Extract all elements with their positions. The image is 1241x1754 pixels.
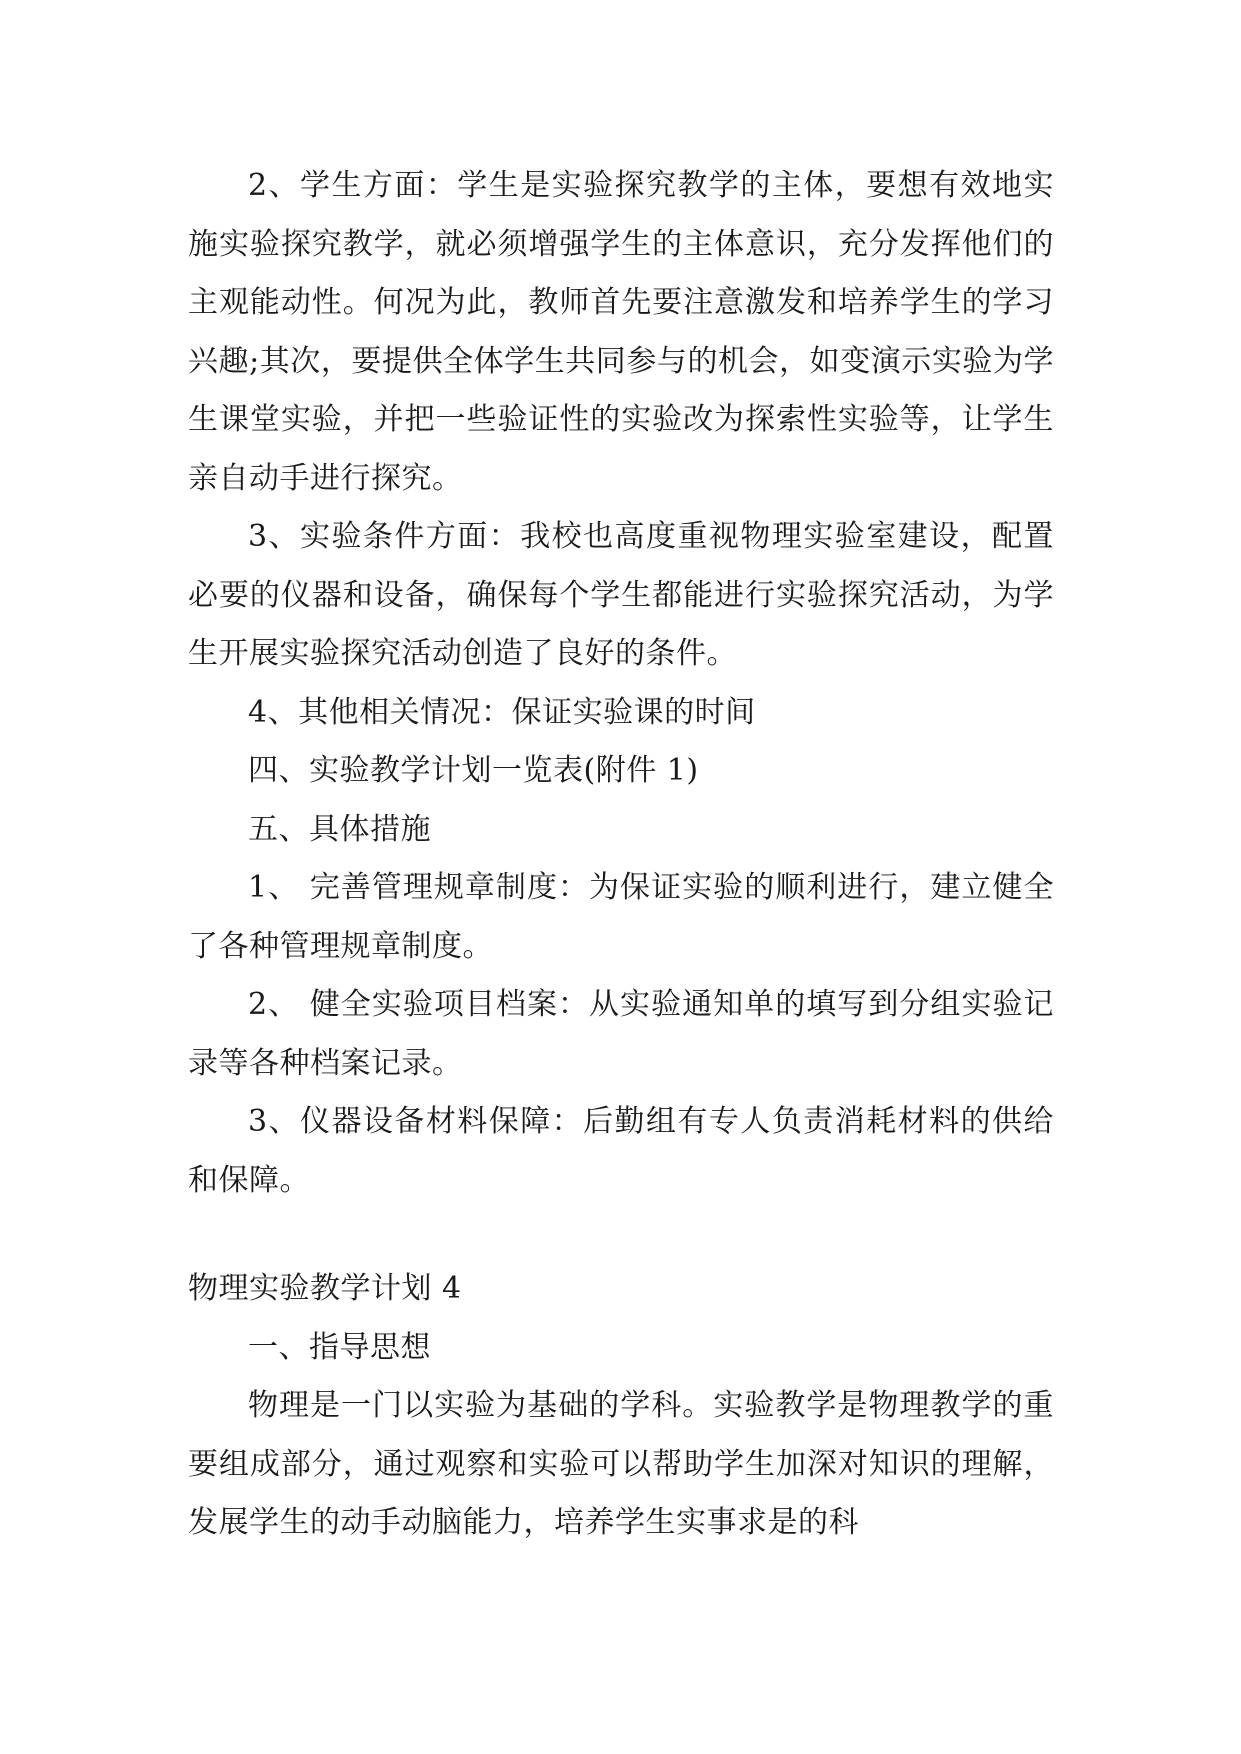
- plan-4-section: [188, 1260, 1054, 1553]
- paragraph-measure-3: 3、仪器设备材料保障：后勤组有专人负责消耗材料的供给和保障。: [188, 1104, 1054, 1198]
- paragraph-other: 4、其他相关情况：保证实验课的时间: [248, 694, 756, 730]
- heading-plan-table: 四、实验教学计划一览表(附件 1): [248, 753, 699, 788]
- paragraph-guiding-idea: 物理是一门以实验为基础的学科。实验教学是物理教学的重要组成部分，通过观察和实验可以帮助学生加深对知识的理解，发展学生的动手动脑能力，培养学生实事求是的科: [188, 1388, 1054, 1540]
- heading-guiding-idea: 一、指导思想: [248, 1329, 431, 1365]
- paragraph-conditions: 3、实验条件方面：我校也高度重视物理实验室建设，配置必要的仪器和设备，确保每个学生都能进行实验探究活动，为学生开展实验探究活动创造了良好的条件。: [188, 519, 1054, 671]
- paragraph-measure-2: 2、 健全实验项目档案：从实验通知单的填写到分组实验记录等各种档案记录。: [188, 987, 1054, 1081]
- section-title: 物理实验教学计划 4: [188, 1271, 462, 1306]
- paragraph-measure-1: 1、 完善管理规章制度：为保证实验的顺利进行，建立健全了各种管理规章制度。: [188, 870, 1054, 964]
- paragraph-students: 2、学生方面：学生是实验探究教学的主体，要想有效地实施实验探究教学，就必须增强学生的主体意识，充分发挥他们的主观能动性。何况为此，教师首先要注意激发和培养学生的学习兴趣;其次，要提供全体学生共同参与的机会，如变演示实验为学生课堂实验，并把一些验证性的实验改为探索性实验等，让学生亲自动手进行探究。: [188, 168, 1054, 496]
- heading-measures: 五、具体措施: [248, 811, 431, 847]
- body-text-section: [188, 157, 1054, 1210]
